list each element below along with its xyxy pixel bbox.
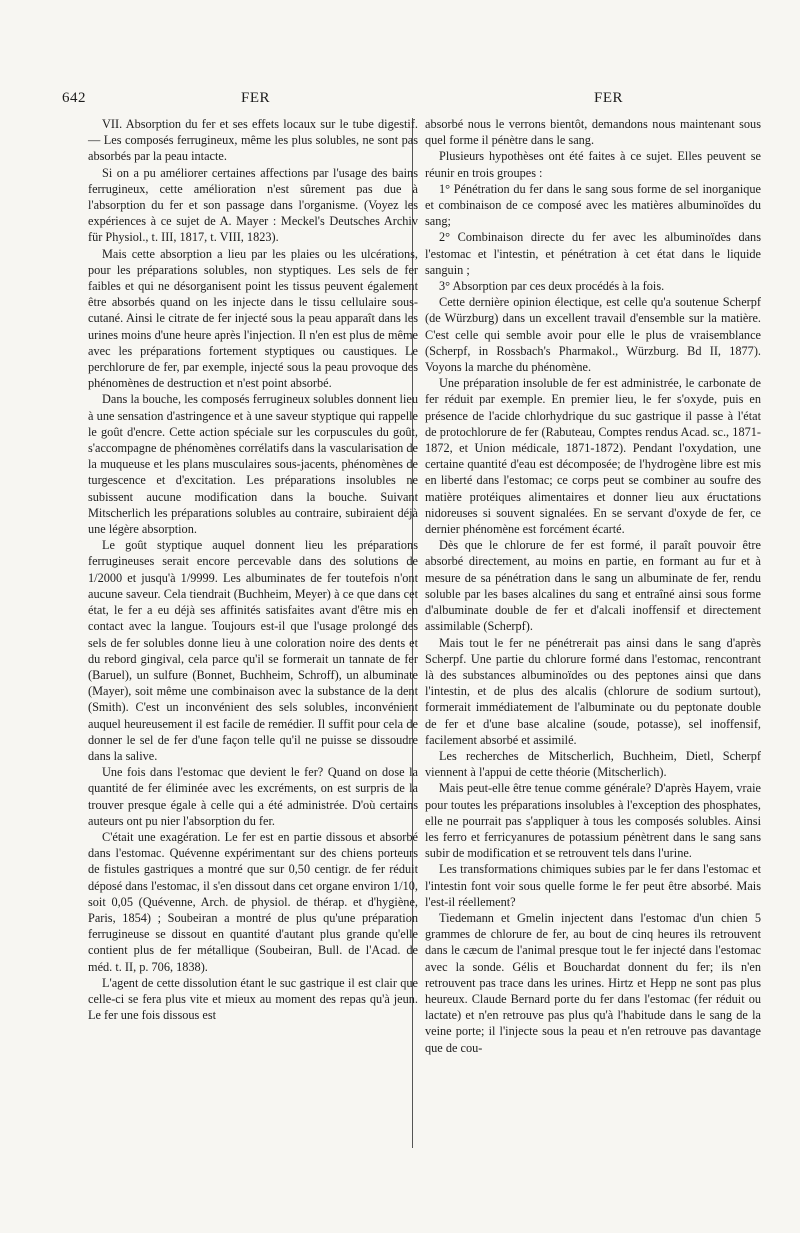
paragraph: 3° Absorption par ces deux procédés à la fois. — [439, 279, 665, 294]
paragraph: absorbé nous le verrons bientôt, demandons nous maintenant sous quel forme il pénètre dans le sang. — [425, 117, 761, 148]
paragraph: Mais cette absorption a lieu par les plaies ou les ulcérations, pour les préparations solubles, non styptiques. Les sels de fer faibles et qui ne désorganisent point les tissus peuvent également être absorbés quand on les injecte dans le tissu cellulaire sous-cutané. Ainsi le citrate de fer injecté sous la peau apparaît dans les urines moins d'une heure après l'injection. Il n'en est plus de même avec les préparations fortement styptiques ou caustiques. Le perchlorure de fer, par exemple, injecté sous la peau provoque des phénomènes de destruction et n'est point absorbé. — [88, 246, 418, 391]
paragraph: L'agent de cette dissolution étant le suc gastrique il est clair que celle-ci se fera plus vite et mieux au moment des repas qu'à jeun. Le fer une fois dissous est — [88, 975, 418, 1023]
running-title-left: FER — [241, 90, 271, 106]
paragraph: Plusieurs hypothèses ont été faites à ce sujet. Elles peuvent se réunir en trois groupes : — [425, 149, 761, 180]
paragraph: Le goût styptique auquel donnent lieu les préparations ferrugineuses serait encore percevable dans des solutions de 1/2000 et jusqu'à 1/9999. Les albuminates de fer toutefois n'ont aucune saveur. Cela tiendrait (Buchheim, Meyer) à ce que dans cet état, le fer a eu déjà ses affinités satisfaites avant d'être mis en contact avec la langue. Toujours est-il que l'usage prolongé des sels de fer solubles donne lieu à une coloration noire des dents et du rebord gingival, cela parce qu'il se formerait un tannate de fer (Baruel), un sulfure (Bonnet, Buchheim, Schroff), un albuminate (Mayer), soit même une combinaison avec la substance de la dent (Smith). C'est un inconvénient des sels solubles, inconvénient auquel heureusement il est facile de remédier. Il suffit pour cela de donner le sel de fer d'une façon telle qu'il ne puisse se dissoudre dans la salive. — [88, 538, 418, 763]
paragraph: Si on a pu améliorer certaines affections par l'usage des bains ferrugineux, cette amélioration n'est sûrement pas due à l'absorption du fer et son passage dans l'organisme. (Voyez les expériences à ce sujet de A. Mayer : Meckel's Deutsches Archiv für Physiol., t. III, 1817, t. VIII, 1823). — [88, 165, 418, 245]
paragraph: Dans la bouche, les composés ferrugineux solubles donnent lieu à une sensation d'astringence et à une saveur styptique qui rappelle le goût d'encre. Cette action spéciale sur les corpuscules du goût, s'accompagne de phénomènes corrélatifs dans la vascularisation de la muqueuse et les plans musculaires sous-jacents, phénomènes de turgescence et d'excitation. Les préparations insolubles ne subissent aucune modification dans la bouche. Suivant Mitscherlich les préparations solubles au contraire, subiraient déjà une légère absorption. — [88, 392, 418, 537]
paragraph: Les recherches de Mitscherlich, Buchheim, Dietl, Scherpf viennent à l'appui de cette théorie (Mitscherlich). — [425, 748, 761, 780]
paragraph: Cette dernière opinion électique, est celle qu'a soutenue Scherpf (de Würzburg) dans un excellent travail d'ensemble sur la matière. C'est celle qui semble avoir pour elle le plus de vraisemblance (Scherpf, in Rossbach's Pharmakol., Würzburg. Bd II, 1877). Voyons la marche du phénomène. — [425, 295, 761, 375]
paragraph: Tiedemann et Gmelin injectent dans l'estomac d'un chien 5 grammes de chlorure de fer, au bout de cinq heures ils retrouvent dans le cæcum de l'animal presque tout le fer injecté dans l'estomac avec la sonde. Gélis et Bouchardat donnent du fer; ils n'en retrouvent pas trace dans les urines. Hirtz et Hepp ne sont pas plus heureux. Claude Bernard porte du fer dans l'estomac (fer réduit ou lactate) et n'en retrouve pas plus qu'à l'habitude dans le sang de la veine porte; il l'injecte sous la peau et n'en retrouve pas davantage que de cou- — [425, 910, 761, 1055]
paragraph: VII. Absorption du fer et ses effets locaux sur le tube digestif. — Les composés ferrugineux, même les plus solubles, ne sont pas absorbés par la peau intacte. — [88, 117, 418, 164]
paragraph: Mais peut-elle être tenue comme générale? D'après Hayem, vraie pour toutes les préparations insolubles à l'exception des phosphates, elle ne pourrait pas s'appliquer à tous les composés solubles. Ainsi les ferro et ferricyanures de potassium pénètrent dans le sang sans subir de modification et se retrouvent tels dans l'urine. — [425, 781, 761, 861]
paragraph: Mais tout le fer ne pénétrerait pas ainsi dans le sang d'après Scherpf. Une partie du chlorure formé dans l'estomac, rencontrant là des substances albuminoïdes ou des peptones ainsi que dans l'intestin, et de plus des alcalis (chlorure de sodium surtout), formerait immédiatement de l'albuminate ou du peptonate double de fer et d'une base alcaline (soude, potasse), sel inoffensif, facilement absorbé et assimilé. — [425, 635, 761, 747]
paragraph: 1° Pénétration du fer dans le sang sous forme de sel inorganique et combinaison de ce composé avec les matières albuminoïdes du sang; — [425, 181, 761, 229]
paragraph: Une fois dans l'estomac que devient le fer? Quand on dose la quantité de fer éliminée avec les excréments, on est surpris de la trouver presque égale à celle qui a été administrée. D'où certains auteurs ont pu nier l'absorption du fer. — [88, 765, 418, 828]
running-title-right: FER — [594, 90, 624, 106]
paragraph: Les transformations chimiques subies par le fer dans l'estomac et l'intestin font voir sous quelle forme le fer peut être absorbé. Mais l'est-il réellement? — [425, 862, 761, 909]
paragraph: 2° Combinaison directe du fer avec les albuminoïdes dans l'estomac et l'intestin, et pénétration à cet état dans le liquide sanguin ; — [425, 230, 761, 277]
page-number: 642 — [62, 90, 86, 106]
paragraph: Dès que le chlorure de fer est formé, il paraît pouvoir être absorbé directement, au moins en partie, en formant au fur et à mesure de sa pénétration dans le sang un albuminate de fer, rendu soluble par les bases alcalines du sang et entraîné ainsi sous forme d'albuminate double de fer et d'alcali inoffensif et directement assimilable (Scherpf). — [425, 538, 761, 634]
running-header — [0, 90, 800, 112]
paragraph: Une préparation insoluble de fer est administrée, le carbonate de fer réduit par exemple. En premier lieu, le fer s'oxyde, puis en présence de l'acide chlorhydrique du suc gastrique il passe à l'état de protochlorure de fer (Rabuteau, Comptes rendus Acad. sc., 1871-1872, et Union médicale, 1871-1872). Pendant l'oxydation, une certaine quantité d'eau est décomposée; de l'hydrogène libre est mis en liberté dans l'estomac; ce corps peut se combiner au soufre des matière protéiques alimentaires et donner lieu aux éructations nidoreuses si souvent signalées. En se servant d'oxyde de fer, ce dernier phénomène est forcément écarté. — [425, 376, 761, 537]
paragraph: C'était une exagération. Le fer est en partie dissous et absorbé dans l'estomac. Quévenne expérimentant sur des chiens porteurs de fistules gastriques a montré que sur 0,50 centigr. de fer réduit déposé dans l'estomac, il s'en dissout dans cet organe environ 1/10, soit 0,05 (Quévenne, Arch. de physiol. de thérap. et d'hygiène, Paris, 1854) ; Soubeiran a montré de plus qu'une préparation ferrugineuse se dissout en quantité d'autant plus grande qu'elle contient plus de fer métallique (Soubeiran, Bull. de l'Acad. de méd. t. II, p. 706, 1838). — [88, 829, 418, 974]
right-column — [425, 116, 761, 1056]
left-column — [88, 116, 418, 1023]
